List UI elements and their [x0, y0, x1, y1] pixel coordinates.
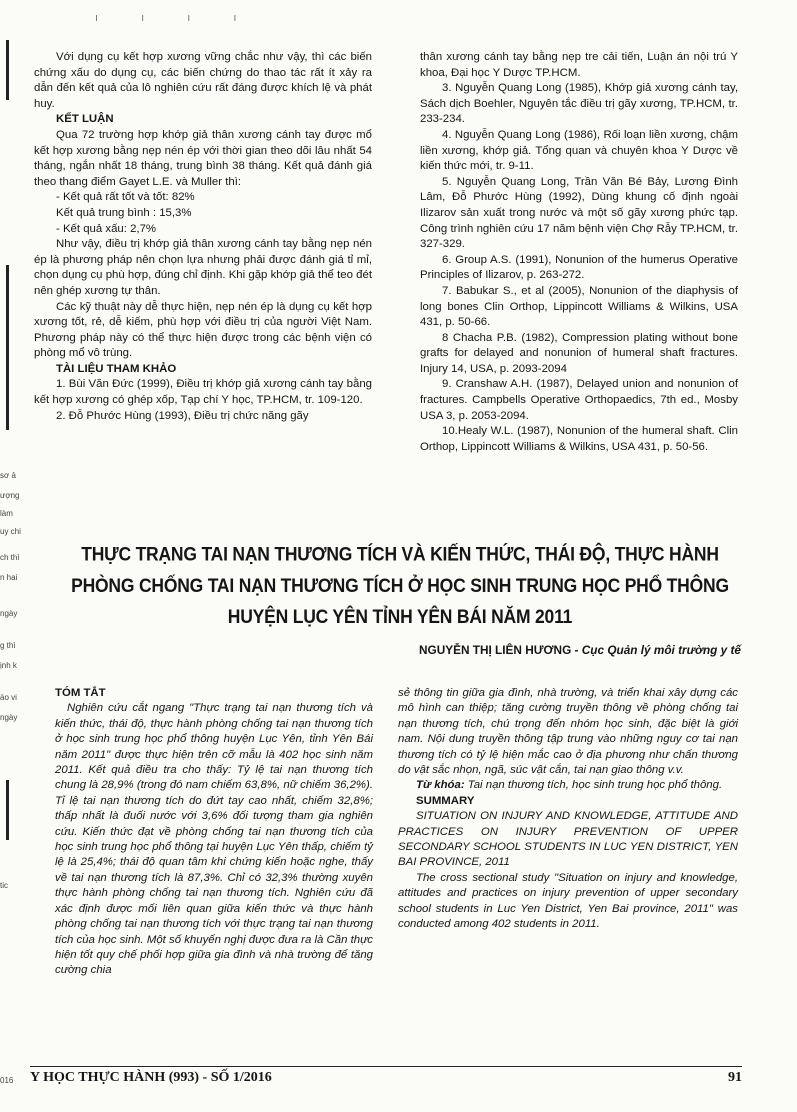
paragraph: - Kết quả rất tốt và tốt: 82% [56, 191, 195, 204]
journal-name: Y HỌC THỰC HÀNH (993) - SỐ 1/2016 [30, 1070, 272, 1085]
paragraph: 3. Nguyễn Quang Long (1985), Khớp giả xương cánh tay, Sách dịch Boehler, Nguyên tắc điều trị gãy xương, TP.HCM, tr. 233-234. [420, 82, 738, 126]
paragraph: 2. Đỗ Phước Hùng (1993), Điều trị chức năng gãy [56, 409, 309, 422]
paragraph: Qua 72 trường hợp khớp giả thân xương cánh tay được mổ kết hợp xương bằng nẹp nén ép với thời gian theo dõi lâu nhất 54 tháng, ngắn nhất 18 tháng, trung bình 38 tháng. Kết quả đánh giá theo thang điểm Gayet L.E. và Muller thì: [34, 128, 372, 188]
edge-fragment: tic [0, 881, 8, 890]
section-heading: KẾT LUẬN [56, 113, 114, 126]
edge-fragment: ào vi [0, 693, 17, 702]
abstract-continuation: sẻ thông tin giữa gia đình, nhà trường, và triển khai xây dựng các mô hình can thiệp; tăng cường truyền thông về phòng chống tai nạn thương tích, chú trọng đến nhóm học sinh, đặc biệt là giới nam. Nội dung truyền thông tập trung vào những nguy cơ tai nạn thương tích có tỷ lệ hiện mắc cao ở địa phương như chấn thương do vật sắc nhọn, ngã, súc vật cắn, tai nạn giao thông v.v. [398, 687, 738, 777]
summary-heading: SUMMARY [416, 794, 475, 807]
keywords-text: Tai nạn thương tích, học sinh trung học phổ thông. [464, 779, 723, 792]
summary-body: The cross sectional study "Situation on injury and knowledge, attitudes and practices on injury prevention of upper secondary school students in Luc Yen District, Yen Bai province, 2011" was conducted among 402 students in 2011. [398, 871, 738, 931]
edge-fragment: làm [0, 509, 13, 518]
keywords-label: Từ khóa: [416, 779, 465, 792]
paragraph: 1. Bùi Văn Đức (1999), Điều trị khớp giả xương cánh tay bằng kết hợp xương có ghép xốp, Tạp chí Y học, TP.HCM, tr. 109-120. [34, 378, 372, 407]
section-heading: TÀI LIỆU THAM KHẢO [56, 362, 177, 375]
paragraph: 9. Cranshaw A.H. (1987), Delayed union and nonunion of fractures. Campbells Operative Orthopaedics, 7th ed., Mosby USA 3, p. 2053-2094. [420, 378, 738, 422]
paragraph: 8 Chacha P.B. (1982), Compression plating without bone grafts for delayed and nonunion of humeral shaft fractures. Injury 14, USA, p. 2093-2094 [420, 331, 738, 375]
edge-fragment: ịnh k [0, 661, 17, 670]
paragraph: 4. Nguyễn Quang Long (1986), Rối loạn liền xương, chậm liền xương, khớp giả. Tổng quan và chuyên khoa Y Dược về kiến thức mới, tr. 9-11. [420, 128, 738, 173]
abstract-body: Nghiên cứu cắt ngang "Thực trạng tai nạn thương tích và kiến thức, thái độ, thực hành phòng chống tai nạn thương tích ở học sinh trung học phổ thông huyện Lục Yên, tỉnh Yên Bái năm 2011" được thực hiện trên cỡ mẫu là 402 học sinh năm 2011. Kết quả điều tra cho thấy: Tỷ lệ tai nạn thương tích chung là 28,9% (trong đó nam chiếm 63,8%, nữ chiếm 36,2%). Tỉ lệ tai nạn thương tích do đứt tay cao nhất, chiếm 32,8%; thấp nhất là đuối nước với 3,6% đối tượng tham gia nghiên cứu. Kiến thức đạt về phòng chống tai nạn thương tích của học sinh trung học phổ thông tại huyện Lục Yên thấp, chiếm tỷ lệ là 25,4%; thái độ quan tâm khi chứng kiến hoặc nghe, thấy về tai nạn thương tích là 87,3%. Chỉ có 32,3% thường xuyên thực hành phòng chống tai nạn thương tích. Nghiên cứu đã xác định được mối liên quan giữa kiến thức và thực hành phòng chống tai nạn thương tích với thực trạng tai nạn thương tích của học sinh. Một số khuyến nghị được đưa ra là Cần thực hiện tốt quy chế phối hợp giữa gia đình và nhà trường để tăng cường chia [55, 702, 373, 977]
left-edge-bar-top [6, 40, 9, 100]
paragraph: 6. Group A.S. (1991), Nonunion of the humerus Operative Principles of Ilizarov, p. 263-272. [420, 253, 738, 282]
page-footer [30, 1066, 742, 1086]
keywords [398, 778, 738, 793]
title-line-1: THỰC TRẠNG TAI NẠN THƯƠNG TÍCH VÀ KIẾN THỨC, THÁI ĐỘ, THỰC HÀNH [81, 542, 719, 565]
edge-fragment: ngày [0, 609, 18, 618]
summary-title: SITUATION ON INJURY AND KNOWLEDGE, ATTITUDE AND PRACTICES ON INJURY PREVENTION OF UPPER SECONDARY SCHOOL STUDENTS IN LUC YEN DISTRICT, YEN BAI PROVINCE, 2011 [398, 810, 738, 869]
edge-fragment: g thì [0, 641, 16, 650]
top-scan-marks: ı ı ı ı [95, 12, 257, 24]
paragraph: Các kỹ thuật này dễ thực hiện, nẹp nén ép là dụng cụ kết hợp xương tốt, rẻ, dễ kiếm, phù hợp với điều trị của người Việt Nam. Phương pháp này có thể thực hiện được trong các bệnh viện có phòng mổ vô trùng. [34, 300, 372, 360]
paragraph: 10.Healy W.L. (1987), Nonunion of the humeral shaft. Clin Orthop, Lippincott Williams & Wilkins, USA 431, p. 50-56. [420, 425, 738, 453]
paragraph: Với dụng cụ kết hợp xương vững chắc như vậy, thì các biến chứng xấu do dụng cụ, các biến chứng do thao tác rất ít xảy ra dẫn đến kết quả của lô nghiên cứu rất đáng được khích lệ và phát huy. [34, 51, 372, 110]
edge-fragment: ch thì [0, 553, 20, 562]
edge-fragment: ngày [0, 713, 18, 722]
edge-fragment: 016 [0, 1076, 14, 1085]
paragraph: Kết quả trung bình : 15,3% [56, 206, 192, 219]
left-column [34, 50, 372, 424]
edge-fragment: ượng [0, 491, 20, 500]
edge-fragment: sơ ả [0, 471, 16, 480]
left-edge-bar-mid [6, 265, 9, 430]
right-column [420, 50, 738, 455]
edge-fragment: uy chi [0, 527, 21, 536]
paragraph: 7. Babukar S., et al (2005), Nonunion of the diaphysis of long bones Clin Orthop, Lippincott Williams & Wilkins, USA 431, p. 50-66. [420, 284, 738, 329]
paragraph: 5. Nguyễn Quang Long, Trần Văn Bé Bảy, Lương Đình Lâm, Đỗ Phước Hùng (1992), Dùng khung cố định ngoài Ilizarov sản xuất trong nước và một số gãy xương phức tạp. Công trình nghiên cứu 17 năm bệnh viện Chợ Rẫy TP.HCM, tr. 327-329. [420, 175, 738, 251]
title-line-2: PHÒNG CHỐNG TAI NẠN THƯƠNG TÍCH Ở HỌC SINH TRUNG HỌC PHỔ THÔNG [71, 573, 729, 597]
page-number: 91 [728, 1070, 742, 1085]
paragraph: Như vậy, điều trị khớp giả thân xương cánh tay bằng nẹp nén ép là phương pháp nên chọn lựa nhưng phải được đánh giá tỉ mỉ, chọn dụng cụ phù hợp, đúng chỉ định. Khi gặp khớp giả thể teo đét nên ghép xương tự thân. [34, 238, 372, 297]
title-line-3: HUYỆN LỤC YÊN TỈNH YÊN BÁI NĂM 2011 [227, 605, 573, 628]
paragraph: thân xương cánh tay bằng nẹp tre cải tiến, Luận án nội trú Y khoa, Đại học Y Dược TP.HCM. [420, 51, 738, 79]
abstract-left [55, 686, 373, 979]
author-affiliation: Cục Quản lý môi trường y tế [581, 643, 741, 657]
author-line [419, 643, 741, 657]
left-edge-bar-low [6, 780, 9, 840]
abstract-right [398, 686, 738, 933]
abstract-heading: TÓM TẮT [55, 687, 106, 699]
edge-fragment: n hai [0, 573, 18, 582]
article-title [35, 538, 765, 632]
paragraph: - Kết quả xấu: 2,7% [56, 222, 157, 235]
author-separator: - [571, 643, 582, 657]
author-name: NGUYỄN THỊ LIÊN HƯƠNG [419, 643, 572, 657]
